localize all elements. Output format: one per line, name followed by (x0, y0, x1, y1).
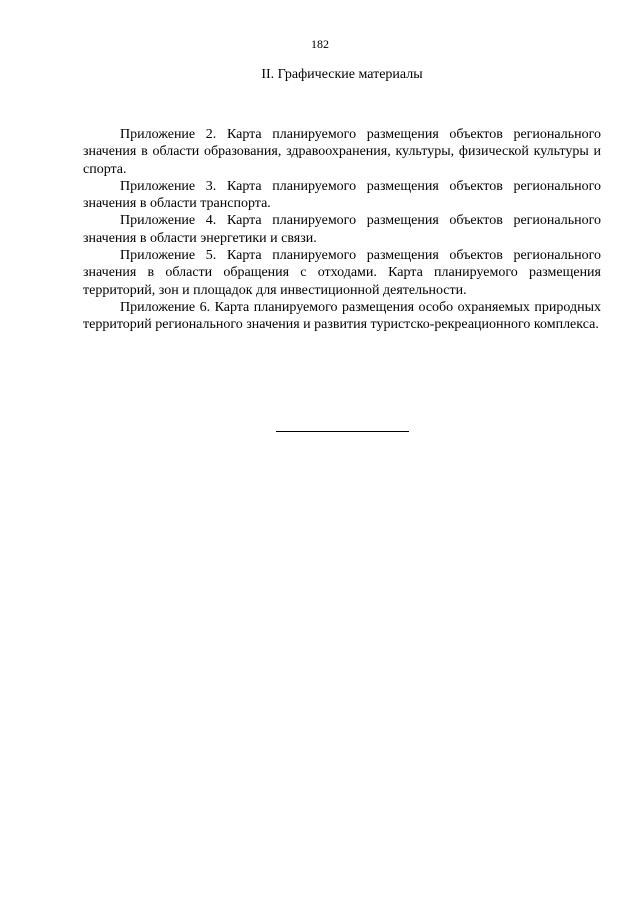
end-separator-line (276, 431, 409, 432)
appendix-3-paragraph: Приложение 3. Карта планируемого размещения объектов регионального значения в области транспорта. (83, 178, 601, 212)
appendix-4-paragraph: Приложение 4. Карта планируемого размещения объектов регионального значения в области энергетики и связи. (83, 213, 601, 246)
page-number: 182 (311, 37, 329, 51)
appendix-list (83, 126, 601, 334)
appendix-6-paragraph: Приложение 6. Карта планируемого размещения особо охраняемых природных территорий регионального значения и развития туристско-рекреационного комплекса. (83, 299, 601, 333)
appendix-2-paragraph: Приложение 2. Карта планируемого размещения объектов регионального значения в области образования, здравоохранения, культуры, физической культуры и спорта. (83, 127, 601, 177)
section-title: II. Графические материалы (261, 67, 423, 82)
appendix-5-paragraph: Приложение 5. Карта планируемого размещения объектов регионального значения в области обращения с отходами. Карта планируемого размещения территорий, зон и площадок для инвестиционной деятельности. (83, 248, 601, 298)
